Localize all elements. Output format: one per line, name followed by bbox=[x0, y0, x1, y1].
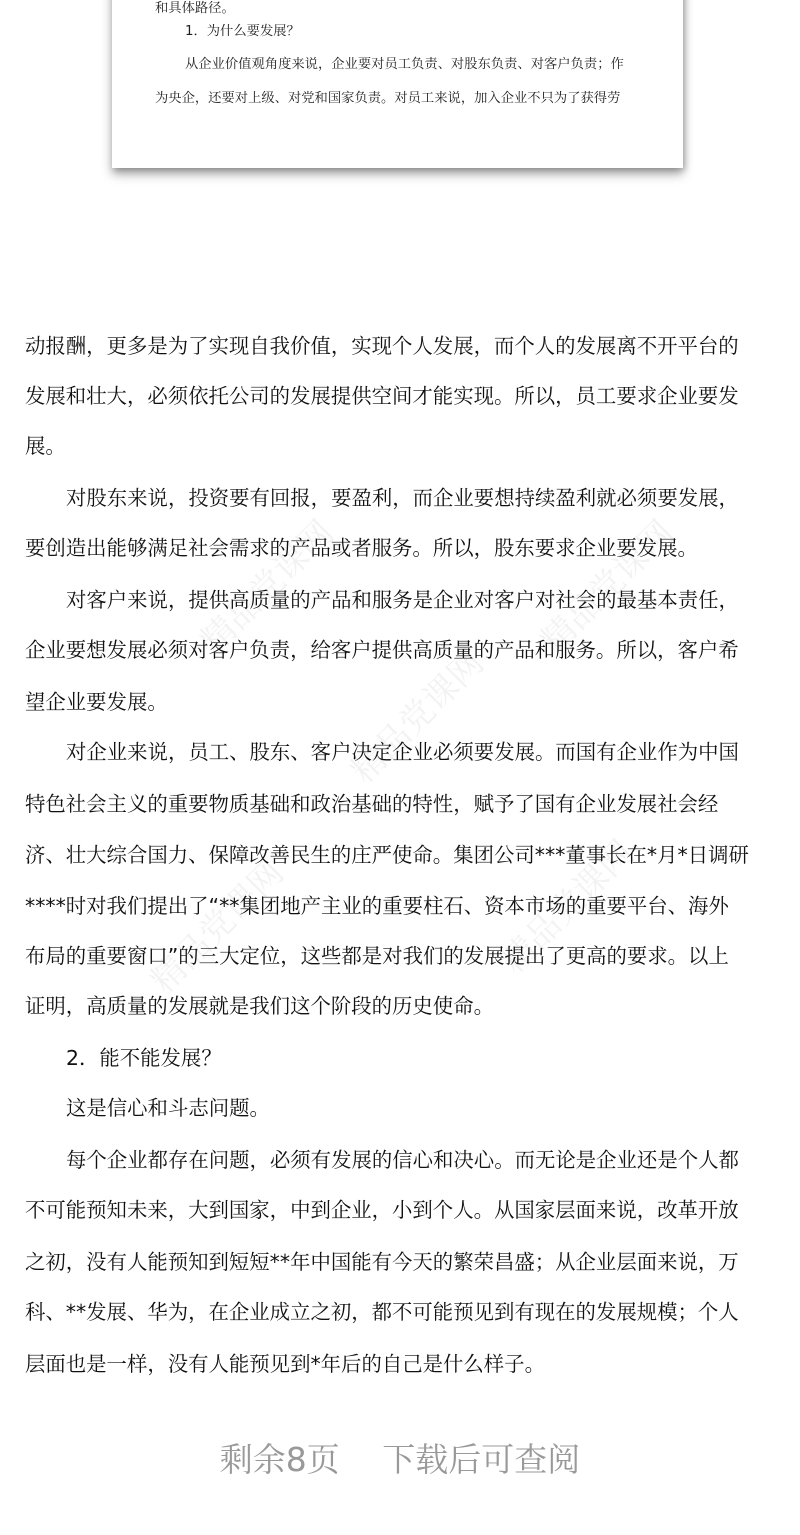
paragraph-line: 对企业来说，员工、股东、客户决定企业必须要发展。而国有企业作为中国 bbox=[66, 740, 739, 764]
paragraph-line: 望企业要发展。 bbox=[25, 690, 168, 714]
card-line: 和具体路径。 bbox=[155, 1, 235, 16]
document-preview-card bbox=[112, 0, 683, 168]
paragraph-line: 2．能不能发展？ bbox=[66, 1046, 222, 1070]
paragraph-line: ****时对我们提出了“**集团地产主业的重要柱石、资本市场的重要平台、海外 bbox=[25, 894, 729, 918]
paragraph-line: 动报酬，更多是为了实现自我价值，实现个人发展，而个人的发展离不开平台的 bbox=[25, 334, 739, 358]
paragraph-line: 这是信心和斗志问题。 bbox=[66, 1096, 270, 1120]
paragraph-line: 层面也是一样，没有人能预见到*年后的自己是什么样子。 bbox=[25, 1352, 545, 1376]
paragraph-line: 特色社会主义的重要物质基础和政治基础的特性，赋予了国有企业发展社会经 bbox=[25, 792, 719, 816]
paragraph-line: 不可能预知未来，大到国家，中到企业，小到个人。从国家层面来说，改革开放 bbox=[25, 1198, 739, 1222]
paragraph-line: 企业要想发展必须对客户负责，给客户提供高质量的产品和服务。所以，客户希 bbox=[25, 638, 739, 662]
paragraph-line: 展。 bbox=[25, 434, 66, 458]
paragraph-line: 济、壮大综合国力、保障改善民生的庄严使命。集团公司***董事长在*月*日调研 bbox=[25, 843, 749, 867]
paragraph-line: 每个企业都存在问题，必须有发展的信心和决心。而无论是企业还是个人都 bbox=[66, 1148, 739, 1172]
paragraph-line: 之初，没有人能预知到短短**年中国能有今天的繁荣昌盛；从企业层面来说，万 bbox=[25, 1250, 739, 1274]
card-heading: 1．为什么要发展？ bbox=[185, 24, 300, 39]
watermark: 精品党课网 bbox=[493, 832, 642, 982]
paragraph-line: 要创造出能够满足社会需求的产品或者服务。所以，股东要求企业要发展。 bbox=[25, 536, 698, 560]
card-line: 从企业价值观角度来说，企业要对员工负责、对股东负责、对客户负责；作 bbox=[185, 57, 624, 72]
download-prompt[interactable] bbox=[0, 1434, 800, 1481]
paragraph-line: 证明，高质量的发展就是我们这个阶段的历史使命。 bbox=[25, 994, 494, 1018]
download-to-view-label: 下载后可查阅 bbox=[382, 1440, 581, 1479]
watermark: 精品党课网 bbox=[533, 512, 682, 662]
watermark: 精品党课网 bbox=[343, 642, 492, 792]
paragraph-line: 对客户来说，提供高质量的产品和服务是企业对客户对社会的最基本责任， bbox=[66, 588, 739, 612]
paragraph-line: 布局的重要窗口”的三大定位，这些都是对我们的发展提出了更高的要求。以上 bbox=[25, 944, 729, 968]
remaining-pages-label: 剩余8页 bbox=[219, 1440, 340, 1479]
card-line: 为央企，还要对上级、对党和国家负责。对员工来说，加入企业不只为了获得劳 bbox=[155, 91, 621, 106]
paragraph-line: 科、**发展、华为，在企业成立之初，都不可能预见到有现在的发展规模；个人 bbox=[25, 1300, 739, 1324]
watermark: 精品党课网 bbox=[193, 512, 342, 662]
paragraph-line: 发展和壮大，必须依托公司的发展提供空间才能实现。所以，员工要求企业要发 bbox=[25, 384, 739, 408]
watermark: 精品党课网 bbox=[143, 852, 292, 1002]
paragraph-line: 对股东来说，投资要有回报，要盈利，而企业要想持续盈利就必须要发展， bbox=[66, 486, 739, 510]
